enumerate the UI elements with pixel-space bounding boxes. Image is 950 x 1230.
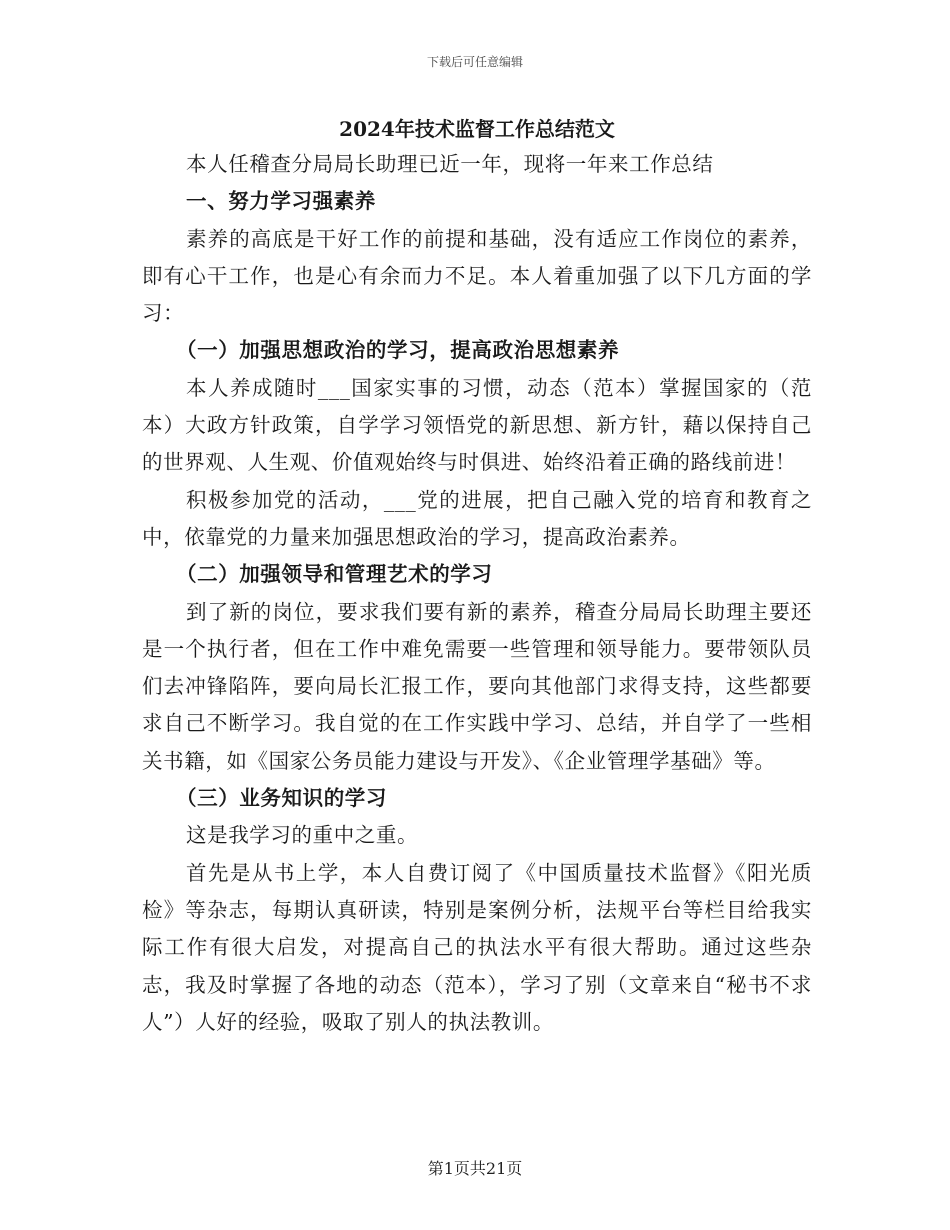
subsection-heading-1: （一）加强思想政治的学习，提高政治思想素养 xyxy=(176,338,620,363)
header-note: 下载后可任意编辑 xyxy=(426,55,523,69)
section-heading-1: 一、努力学习强素养 xyxy=(186,189,376,214)
subsection-heading-2: （二）加强领导和管理艺术的学习 xyxy=(176,562,493,587)
page-number-footer: 第1页共21页 xyxy=(427,1159,523,1178)
body-paragraph: 本人养成随时___国家实事的习惯，动态（范本）掌握国家的（范本）大政方针政策，自学学习领悟党的新思想、新方针，藉以保持自己的世界观、人生观、价值观始终与时俱进、始终沿着正确的路线前进！ xyxy=(142,375,812,475)
intro-paragraph: 本人任稽查分局局长助理已近一年，现将一年来工作总结 xyxy=(186,152,714,176)
document-title: 2024年技术监督工作总结范文 xyxy=(339,117,615,141)
document-body xyxy=(142,112,812,1041)
body-paragraph: 素养的高底是干好工作的前提和基础，没有适应工作岗位的素养，即有心干工作，也是心有余而力不足。本人着重加强了以下几方面的学习： xyxy=(142,226,812,326)
body-paragraph: 积极参加党的活动，___党的进展，把自己融入党的培育和教育之中，依靠党的力量来加强思想政治的学习，提高政治素养。 xyxy=(142,487,812,549)
subsection-heading-3: （三）业务知识的学习 xyxy=(176,786,387,811)
body-paragraph: 到了新的岗位，要求我们要有新的素养，稽查分局局长助理主要还是一个执行者，但在工作中难免需要一些管理和领导能力。要带领队员们去冲锋陷阵，要向局长汇报工作，要向其他部门求得支持，这些都要求自己不断学习。我自觉的在工作实践中学习、总结，并自学了一些相关书籍，如《国家公务员能力建设与开发》、《企业管理学基础》等。 xyxy=(142,599,812,773)
body-paragraph: 首先是从书上学，本人自费订阅了《中国质量技术监督》《阳光质检》等杂志，每期认真研读，特别是案例分析，法规平台等栏目给我实际工作有很大启发，对提高自己的执法水平有很大帮助。通过这些杂志，我及时掌握了各地的动态（范本），学习了别（文章来自“秘书不求人”）人好的经验，吸取了别人的执法教训。 xyxy=(142,860,812,1034)
body-paragraph: 这是我学习的重中之重。 xyxy=(186,823,419,848)
